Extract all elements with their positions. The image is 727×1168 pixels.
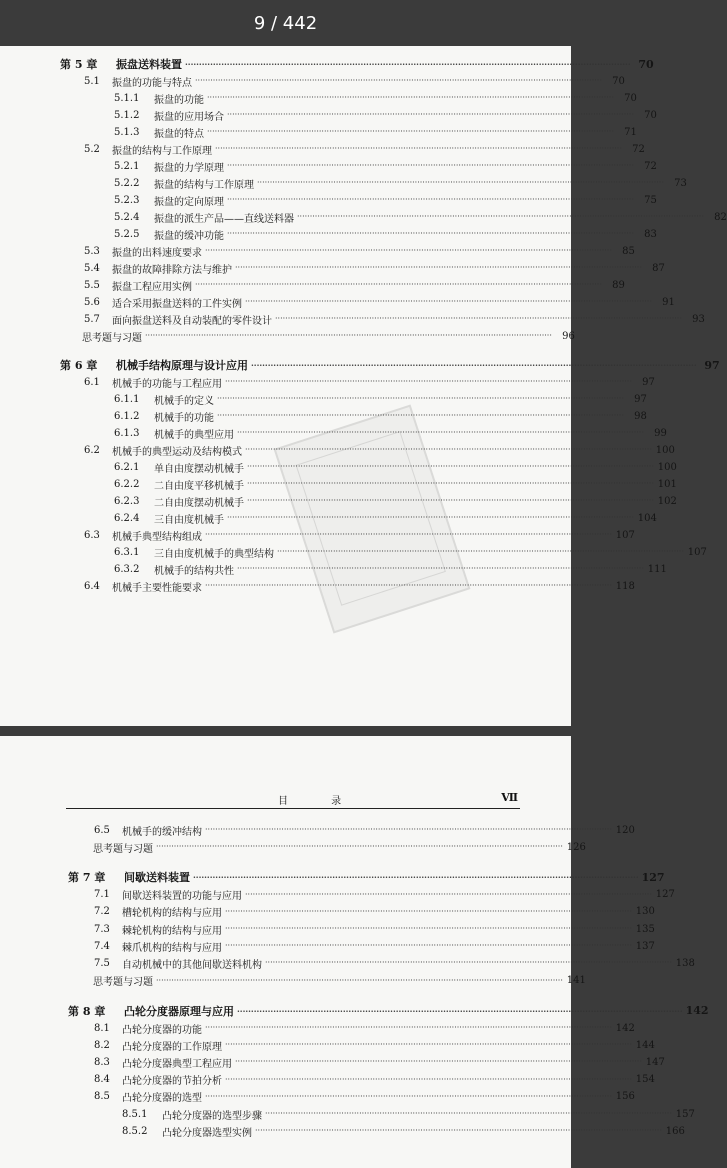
toc-dot-leader: ································································································································································ <box>225 1074 632 1084</box>
toc-entry-title: 凸轮分度器典型工程应用 <box>122 1058 232 1070</box>
toc-dot-leader: ································································································································································ <box>245 445 652 454</box>
toc-entry-number: 第 8 章 <box>68 1004 106 1018</box>
toc-page-number: 111 <box>647 563 667 575</box>
toc-page-number: 75 <box>644 194 657 206</box>
toc-page-number: 142 <box>615 1022 635 1034</box>
toc-entry <box>114 459 677 475</box>
toc-entry-title: 机械手的缓冲结构 <box>122 826 202 838</box>
toc-entry-number: 8.4 <box>94 1074 110 1086</box>
toc-page-number: 83 <box>644 228 657 240</box>
toc-page-number: 97 <box>642 376 655 388</box>
toc-entry <box>94 1020 635 1036</box>
toc-page-number: 91 <box>662 296 675 308</box>
toc-entry <box>94 904 655 920</box>
toc-dot-leader: ································································································································································ <box>145 331 552 340</box>
toc-entry-number: 5.2.5 <box>114 228 140 240</box>
toc-entry-title: 思考题与习题 <box>82 332 142 344</box>
toc-page-number: 104 <box>637 512 657 524</box>
toc-page-number: 135 <box>635 923 655 935</box>
toc-dot-leader: ································································································································································ <box>245 297 652 306</box>
toc-entry-title: 振盘的功能与特点 <box>112 77 192 89</box>
toc-entry-title: 思考题与习题 <box>93 977 153 989</box>
toc-dot-leader: ································································································································································ <box>225 941 632 951</box>
toc-entry <box>114 493 677 509</box>
toc-entry-title: 面向振盘送料及自动装配的零件设计 <box>112 315 272 327</box>
toc-dot-leader: ································································································································································ <box>277 547 684 556</box>
toc-entry <box>114 107 657 123</box>
toc-page-number: 98 <box>634 410 647 422</box>
toc-entry-number: 5.3 <box>84 245 100 257</box>
toc-entry-number: 7.5 <box>94 957 110 969</box>
toc-entry-title: 单自由度摆动机械手 <box>154 463 244 475</box>
toc-entry <box>114 226 657 242</box>
toc-dot-leader: ································································································································································ <box>207 93 614 102</box>
toc-entry <box>114 476 677 492</box>
toc-entry <box>84 442 675 458</box>
toc-page-number: 100 <box>657 461 677 473</box>
toc-page-number: 72 <box>632 143 645 155</box>
toc-entry-number: 6.2.3 <box>114 495 140 507</box>
toc-entry-title: 凸轮分度器的功能 <box>122 1024 202 1036</box>
toc-entry <box>94 921 655 937</box>
toc-dot-leader: ································································································································································ <box>193 872 639 883</box>
toc-entry <box>94 1037 655 1053</box>
toc-entry <box>122 1106 695 1122</box>
toc-entry-title: 振盘工程应用实例 <box>112 281 192 293</box>
toc-entry-title: 振盘的功能 <box>154 94 204 106</box>
toc-entry-number: 第 5 章 <box>60 58 98 71</box>
toc-entry-number: 8.3 <box>94 1056 110 1068</box>
toc-dot-leader: ································································································································································ <box>205 530 612 539</box>
toc-chapter-entry <box>60 357 720 373</box>
toc-dot-leader: ································································································································································ <box>227 161 634 170</box>
toc-dot-leader: ································································································································································ <box>205 581 612 590</box>
toc-entry-title: 棘轮机构的结构与应用 <box>122 925 222 937</box>
toc-entry-title: 振盘的结构与工作原理 <box>112 145 212 157</box>
toc-entry-number: 5.1 <box>84 75 100 87</box>
toc-entry-title: 机械手结构原理与设计应用 <box>116 359 248 372</box>
toc-entry-title: 机械手的典型运动及结构模式 <box>112 446 242 458</box>
page-separator <box>0 726 571 736</box>
toc-page-number: 97 <box>634 393 647 405</box>
toc-entry-number: 7.1 <box>94 889 110 901</box>
toc-dot-leader: ································································································································································ <box>195 280 602 289</box>
toc-page-number: 107 <box>687 546 707 558</box>
toc-entry <box>84 277 625 293</box>
toc-entry-title: 凸轮分度器选型实例 <box>162 1127 252 1139</box>
toc-entry-number: 6.3.1 <box>114 546 140 558</box>
toc-dot-leader: ································································································································································ <box>215 144 622 153</box>
toc-entry <box>114 391 647 407</box>
toc-page-number: 127 <box>655 889 675 901</box>
toc-page-number: 138 <box>675 957 695 969</box>
toc-dot-leader: ································································································································································ <box>237 428 644 437</box>
toc-dot-leader: ································································································································································ <box>227 110 634 119</box>
toc-page-number: 70 <box>638 57 654 71</box>
toc-entry-number: 5.5 <box>84 279 100 291</box>
header-page-number: Ⅶ <box>501 791 518 804</box>
toc-entry-number: 5.2.4 <box>114 211 140 223</box>
toc-entry-number: 第 7 章 <box>68 871 106 885</box>
toc-entry-title: 振盘的结构与工作原理 <box>154 179 254 191</box>
toc-dot-leader: ································································································································································ <box>156 842 563 852</box>
toc-page-number: 72 <box>644 160 657 172</box>
toc-dot-leader: ································································································································································ <box>205 825 612 834</box>
toc-entry-title: 机械手的定义 <box>154 395 214 407</box>
toc-entry <box>114 544 707 560</box>
toc-entry-number: 8.5.1 <box>122 1108 148 1120</box>
toc-entry-title: 振盘的力学原理 <box>154 162 224 174</box>
toc-page-number: 127 <box>641 870 665 884</box>
toc-chapter-entry <box>60 56 654 72</box>
toc-page-number: 107 <box>615 529 635 541</box>
toc-dot-leader: ································································································································································ <box>235 263 642 272</box>
toc-page-number: 85 <box>622 245 635 257</box>
toc-entry <box>114 90 637 106</box>
toc-page-number: 120 <box>615 824 635 836</box>
toc-entry <box>94 822 635 838</box>
toc-entry-title: 机械手的结构共性 <box>154 565 234 577</box>
document-page[interactable] <box>0 46 727 726</box>
toc-entry-title: 机械手的典型应用 <box>154 429 234 441</box>
toc-page-number: 73 <box>674 177 687 189</box>
toc-entry-title: 振盘的故障排除方法与维护 <box>112 264 232 276</box>
toc-entry-number: 5.2 <box>84 143 100 155</box>
toc-entry-title: 振盘的缓冲功能 <box>154 230 224 242</box>
toc-page-number: 89 <box>612 279 625 291</box>
toc-entry-title: 机械手的功能与工程应用 <box>112 378 222 390</box>
toc-dot-leader: ································································································································································ <box>225 924 632 933</box>
toc-entry-title: 振盘送料装置 <box>116 58 182 71</box>
toc-page-number: 137 <box>635 940 655 952</box>
toc-dot-leader: ································································································································································ <box>217 411 624 420</box>
toc-entry-title: 凸轮分度器原理与应用 <box>124 1004 234 1018</box>
toc-entry-title: 三自由度机械手 <box>154 514 224 526</box>
toc-dot-leader: ································································································································································ <box>217 394 624 403</box>
toc-chapter-entry <box>68 1003 709 1019</box>
toc-entry-number: 5.4 <box>84 262 100 274</box>
document-page[interactable] <box>0 736 709 1168</box>
toc-entry <box>84 311 705 327</box>
toc-entry <box>93 839 586 855</box>
toc-page-number: 97 <box>704 358 720 372</box>
toc-dot-leader: ································································································································································ <box>207 127 614 136</box>
toc-page-number: 82 <box>714 211 727 223</box>
toc-dot-leader: ································································································································································ <box>265 1109 672 1118</box>
toc-dot-leader: ································································································································································ <box>235 1057 642 1067</box>
toc-page-number: 130 <box>635 906 655 918</box>
toc-page-number: 101 <box>657 478 677 490</box>
toc-entry-title: 二自由度摆动机械手 <box>154 497 244 509</box>
toc-page-number: 144 <box>635 1039 655 1051</box>
toc-dot-leader: ································································································································································ <box>297 212 704 221</box>
toc-entry <box>84 294 675 310</box>
toc-dot-leader: ································································································································································ <box>225 377 632 386</box>
toc-entry <box>114 561 667 577</box>
toc-entry-number: 第 6 章 <box>60 359 98 372</box>
toc-entry-number: 5.2.1 <box>114 160 140 172</box>
toc-entry-number: 6.1.2 <box>114 410 140 422</box>
toc-page-number: 70 <box>612 75 625 87</box>
toc-dot-leader: ································································································································································ <box>237 1005 683 1016</box>
toc-entry-number: 8.5 <box>94 1091 110 1103</box>
toc-entry <box>94 955 695 971</box>
toc-entry-number: 5.2.3 <box>114 194 140 206</box>
toc-entry <box>94 887 675 903</box>
toc-entry-number: 5.1.1 <box>114 92 140 104</box>
toc-page-number: 141 <box>566 975 586 987</box>
toc-entry <box>114 408 647 424</box>
toc-entry-number: 5.7 <box>84 313 100 325</box>
toc-page-number: 100 <box>655 444 675 456</box>
toc-entry-number: 6.3 <box>84 529 100 541</box>
toc-entry-title: 机械手的功能 <box>154 412 214 424</box>
toc-entry <box>114 192 657 208</box>
toc-entry <box>114 209 727 225</box>
toc-entry-title: 适合采用振盘送料的工件实例 <box>112 298 242 310</box>
toc-page-number: 166 <box>665 1125 685 1137</box>
toc-entry-number: 8.1 <box>94 1022 110 1034</box>
toc-page-number: 102 <box>657 495 677 507</box>
toc-entry <box>114 124 637 140</box>
toc-entry <box>114 175 687 191</box>
toc-entry-title: 机械手典型结构组成 <box>112 531 202 543</box>
toc-entry <box>93 973 586 989</box>
toc-dot-leader: ································································································································································ <box>265 958 672 968</box>
toc-dot-leader: ································································································································································ <box>227 229 634 238</box>
toc-entry-title: 振盘的应用场合 <box>154 111 224 123</box>
toc-page-number: 118 <box>615 580 635 592</box>
toc-entry-title: 三自由度机械手的典型结构 <box>154 548 274 560</box>
toc-entry-number: 8.5.2 <box>122 1125 148 1137</box>
toc-entry-title: 凸轮分度器的选型 <box>122 1093 202 1105</box>
toc-page-number: 70 <box>624 92 637 104</box>
toc-entry <box>94 938 655 954</box>
toc-dot-leader: ································································································································································ <box>247 496 654 505</box>
toc-dot-leader: ································································································································································ <box>205 1023 612 1032</box>
toc-entry <box>84 141 645 157</box>
toc-page-number: 147 <box>645 1056 665 1068</box>
toc-dot-leader: ································································································································································ <box>247 462 654 471</box>
toc-page-number: 87 <box>652 262 665 274</box>
toc-entry-title: 振盘的派生产品——直线送料器 <box>154 213 294 225</box>
toc-entry <box>84 260 665 276</box>
toc-entry-number: 7.2 <box>94 906 110 918</box>
toc-page-number: 96 <box>562 330 575 342</box>
toc-page-number: 126 <box>566 841 586 853</box>
toc-entry-title: 间歇送料装置 <box>124 871 190 885</box>
toc-chapter-entry <box>68 869 665 885</box>
toc-entry <box>114 425 667 441</box>
toc-entry-number: 6.1.3 <box>114 427 140 439</box>
toc-entry <box>84 243 635 259</box>
toc-entry-title: 凸轮分度器的选型步骤 <box>162 1110 262 1122</box>
toc-entry <box>84 527 635 543</box>
toc-entry-number: 6.1.1 <box>114 393 140 405</box>
toc-entry-number: 6.3.2 <box>114 563 140 575</box>
toc-entry-number: 6.5 <box>94 824 110 836</box>
toc-dot-leader: ································································································································································ <box>227 513 634 522</box>
toc-dot-leader: ································································································································································ <box>205 246 612 255</box>
toc-entry-number: 5.6 <box>84 296 100 308</box>
toc-entry <box>84 578 635 594</box>
toc-entry-number: 6.2 <box>84 444 100 456</box>
toc-dot-leader: ································································································································································ <box>251 360 697 370</box>
toc-dot-leader: ································································································································································ <box>257 178 664 187</box>
toc-entry-number: 6.4 <box>84 580 100 592</box>
toc-page-number: 71 <box>624 126 637 138</box>
toc-entry-number: 7.3 <box>94 923 110 935</box>
toc-dot-leader: ································································································································································ <box>245 889 652 899</box>
toc-entry-number: 6.2.1 <box>114 461 140 473</box>
toc-page-number: 142 <box>685 1004 709 1018</box>
toc-entry-title: 思考题与习题 <box>93 843 153 855</box>
toc-entry <box>84 73 625 89</box>
toc-entry <box>114 158 657 174</box>
toc-entry-title: 机械手主要性能要求 <box>112 582 202 594</box>
toc-dot-leader: ································································································································································ <box>255 1126 662 1136</box>
toc-entry <box>94 1089 635 1105</box>
toc-page-number: 157 <box>675 1108 695 1120</box>
toc-entry <box>82 328 575 344</box>
toc-entry-number: 5.1.2 <box>114 109 140 121</box>
toc-entry <box>114 510 657 526</box>
toc-entry-title: 振盘的定向原理 <box>154 196 224 208</box>
toc-entry-number: 6.2.4 <box>114 512 140 524</box>
toc-dot-leader: ································································································································································ <box>225 1040 632 1050</box>
toc-entry-title: 槽轮机构的结构与应用 <box>122 908 222 920</box>
toc-entry <box>94 1072 655 1088</box>
toc-dot-leader: ································································································································································ <box>275 314 682 323</box>
toc-page-number: 93 <box>692 313 705 325</box>
toc-page-number: 156 <box>615 1091 635 1103</box>
toc-entry <box>84 374 655 390</box>
toc-page-number: 154 <box>635 1074 655 1086</box>
header-title: 目 录 <box>278 796 362 807</box>
toc-entry-number: 5.1.3 <box>114 126 140 138</box>
toc-entry-number: 5.2.2 <box>114 177 140 189</box>
toc-dot-leader: ································································································································································ <box>205 1091 612 1101</box>
toc-entry-number: 6.2.2 <box>114 478 140 490</box>
toc-dot-leader: ································································································································································ <box>237 564 644 573</box>
toc-entry-title: 凸轮分度器的工作原理 <box>122 1041 222 1053</box>
toc-entry <box>94 1054 665 1070</box>
toc-entry-number: 7.4 <box>94 940 110 952</box>
toc-entry-number: 6.1 <box>84 376 100 388</box>
toc-entry <box>122 1123 685 1139</box>
toc-dot-leader: ································································································································································ <box>247 479 654 488</box>
toc-dot-leader: ································································································································································ <box>156 975 563 985</box>
toc-page-number: 70 <box>644 109 657 121</box>
toc-dot-leader: ································································································································································ <box>185 59 631 69</box>
page-counter: 9 / 442 <box>253 12 318 34</box>
toc-entry-number: 8.2 <box>94 1039 110 1051</box>
toc-page-number: 99 <box>654 427 667 439</box>
toc-entry-title: 间歇送料装置的功能与应用 <box>122 891 242 903</box>
toc-dot-leader: ································································································································································ <box>195 76 602 85</box>
toc-entry-title: 振盘的出料速度要求 <box>112 247 202 259</box>
toc-entry-title: 二自由度平移机械手 <box>154 480 244 492</box>
viewer-top-bar <box>0 0 571 46</box>
toc-entry-title: 凸轮分度器的节拍分析 <box>122 1076 222 1088</box>
toc-entry-title: 棘爪机构的结构与应用 <box>122 942 222 954</box>
toc-entry-title: 自动机械中的其他间歇送料机构 <box>122 959 262 971</box>
toc-dot-leader: ································································································································································ <box>227 195 634 204</box>
page-header <box>66 792 520 809</box>
toc-entry-title: 振盘的特点 <box>154 128 204 140</box>
toc-dot-leader: ································································································································································ <box>225 906 632 916</box>
